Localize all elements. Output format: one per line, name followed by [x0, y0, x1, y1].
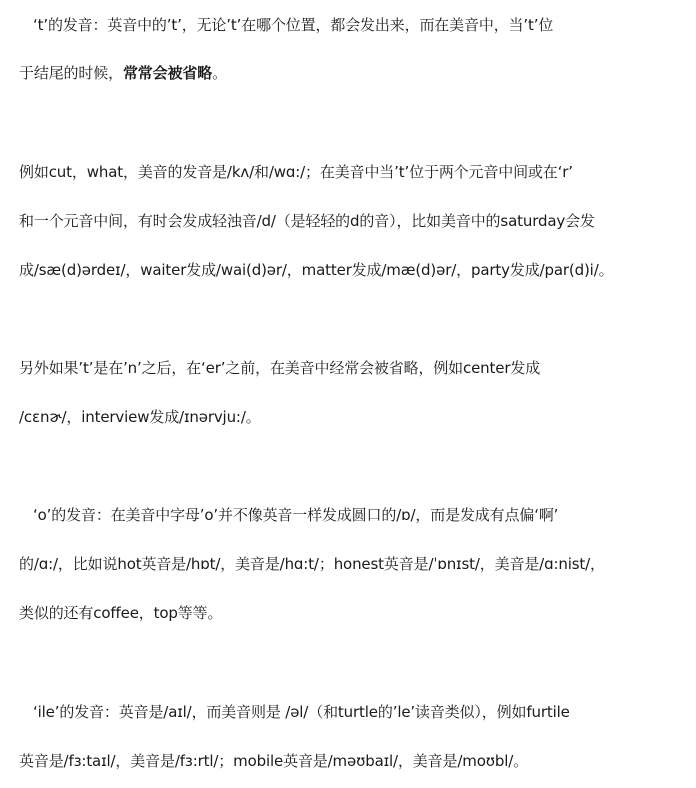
paragraph-n-line-1: 另外如果’t’是在’n’之后，在‘er’之前，在美音中经常会被省略，例如center发成 — [19, 359, 541, 377]
paragraph-t-period: 。 — [212, 64, 227, 82]
paragraph-t-line-1: ‘t’的发音：英音中的’t’，无论’t’在哪个位置，都会发出来，而在美音中，当’t’位 — [33, 16, 554, 34]
paragraph-flap-line-3: 成/sæ(d)ərdeɪ/，waiter发成/wai(d)ər/，matter发成/mæ(d)ər/，party发成/par(d)i/。 — [19, 261, 614, 279]
paragraph-flap-line-1: 例如cut，what，美音的发音是/kʌ/和/wɑ:/；在美音中当’t’位于两个元音中间或在‘r’ — [19, 163, 573, 181]
paragraph-ile-line-1: ‘ile’的发音：英音是/aɪl/，而美音则是 /əl/（和turtle的’le’读音类似），例如furtile — [33, 703, 570, 721]
paragraph-o-line-3: 类似的还有coffee，top等等。 — [19, 604, 223, 622]
paragraph-flap-line-2: 和一个元音中间，有时会发成轻浊音/d/（是轻轻的d的音），比如美音中的saturday会发 — [19, 212, 595, 230]
paragraph-n-line-2: /cɛnɚ/，interview发成/ɪnərvju:/。 — [19, 408, 261, 426]
paragraph-t-line-2 — [19, 58, 679, 88]
paragraph-t-text: 于结尾的时候， — [19, 64, 123, 82]
paragraph-ile-line-2: 英音是/fɜ:taɪl/，美音是/fɜ:rtl/；mobile英音是/məʊbaɪl/，美音是/moʊbl/。 — [19, 752, 529, 770]
paragraph-t-emphasis: 常常会被省略 — [122, 64, 213, 82]
paragraph-o-line-1: ‘o’的发音：在美音中字母’o’并不像英音一样发成圆口的/ɒ/，而是发成有点偏‘啊’ — [33, 506, 559, 524]
paragraph-o-line-2: 的/ɑ:/，比如说hot英音是/hɒt/，美音是/hɑ:t/；honest英音是/ˈɒnɪst/，美音是/ɑ:nist/， — [19, 555, 605, 573]
